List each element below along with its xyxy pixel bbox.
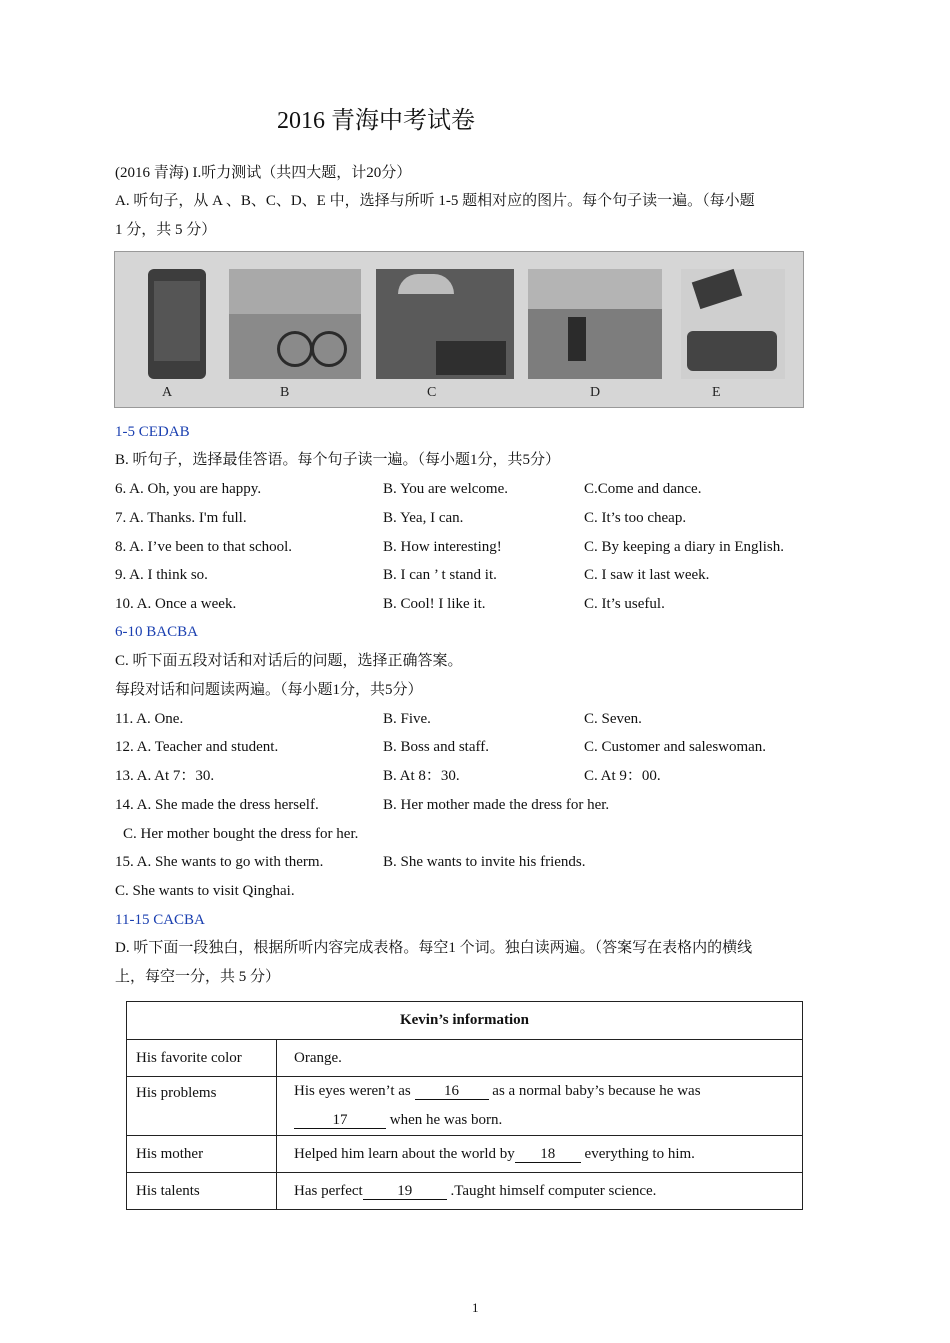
option-13a: 13. A. At 7：30. <box>115 768 215 784</box>
talents-text-2: .Taught himself computer science. <box>450 1182 657 1199</box>
option-11c: C. Seven. <box>584 711 642 727</box>
answer-11-15: 11-15 CACBA <box>115 912 205 928</box>
picture-label-b: B <box>280 385 290 400</box>
option-15b: B. She wants to invite his friends. <box>383 854 586 870</box>
part-a-instruction: A. 听句子，从 A 、B、C、D、E 中，选择与所听 1-5 题相对应的图片。每个句子读一遍。（每小题 <box>115 193 755 209</box>
mother-text-2: everything to him. <box>584 1145 695 1162</box>
option-7b: B. Yea, I can. <box>383 510 464 526</box>
option-6b: B. You are welcome. <box>383 481 508 497</box>
photographer-picture <box>528 269 662 379</box>
blank-19[interactable]: 19 <box>363 1183 447 1200</box>
blank-18[interactable]: 18 <box>515 1146 581 1163</box>
option-14b: B. Her mother made the dress for her. <box>383 797 610 813</box>
option-8c: C. By keeping a diary in English. <box>584 539 784 555</box>
option-13c: C. At 9：00. <box>584 768 661 784</box>
row-value-color: Orange. <box>277 1040 803 1077</box>
option-14a: 14. A. She made the dress herself. <box>115 797 319 813</box>
row-label-talents: His talents <box>127 1173 277 1210</box>
mother-text-1: Helped him learn about the world by <box>294 1145 515 1162</box>
option-15a: 15. A. She wants to go with therm. <box>115 854 324 870</box>
picture-label-e: E <box>712 385 721 400</box>
answer-1-5: 1-5 CEDAB <box>115 424 190 440</box>
option-15c: C. She wants to visit Qinghai. <box>115 883 295 899</box>
blank-17[interactable]: 17 <box>294 1112 386 1129</box>
blank-16[interactable]: 16 <box>415 1083 489 1100</box>
section-intro: (2016 青海) I.听力测试（共四大题，计20分） <box>115 165 412 181</box>
kevin-info-table <box>126 1001 803 1210</box>
row-label-problems: His problems <box>127 1077 277 1136</box>
row-value-problems <box>277 1077 803 1136</box>
option-9b: B. I can ’ t stand it. <box>383 567 497 583</box>
bicycle-picture <box>229 269 361 379</box>
option-9c: C. I saw it last week. <box>584 567 710 583</box>
row-value-mother <box>277 1136 803 1173</box>
umbrella-icon <box>398 274 454 294</box>
talents-text-1: Has perfect <box>294 1182 363 1199</box>
option-12a: 12. A. Teacher and student. <box>115 739 279 755</box>
option-8b: B. How interesting! <box>383 539 502 555</box>
option-11b: B. Five. <box>383 711 431 727</box>
option-14c: C. Her mother bought the dress for her. <box>123 826 359 842</box>
option-12b: B. Boss and staff. <box>383 739 489 755</box>
sign-icon <box>692 269 742 309</box>
phone-screen-icon <box>154 281 200 361</box>
option-6a: 6. A. Oh, you are happy. <box>115 481 262 497</box>
part-a-instruction-cont: 1 分，共 5 分） <box>115 222 217 238</box>
picture-label-a: A <box>162 385 173 400</box>
sky-area <box>528 269 662 309</box>
option-10b: B. Cool! I like it. <box>383 596 486 612</box>
option-10c: C. It’s useful. <box>584 596 665 612</box>
sky-area <box>229 269 361 314</box>
wheel-icon <box>277 331 313 367</box>
part-d-instruction: D. 听下面一段独白，根据所听内容完成表格。每空1 个词。独白读两遍。（答案写在表格内的横线 <box>115 940 753 956</box>
row-label-mother: His mother <box>127 1136 277 1173</box>
row-label-color: His favorite color <box>127 1040 277 1077</box>
taxi-picture <box>376 269 514 379</box>
problems-text-3: when he was born. <box>389 1112 503 1128</box>
problems-text-2: as a normal baby’s because he was <box>492 1083 701 1099</box>
option-12c: C. Customer and saleswoman. <box>584 739 767 755</box>
part-d-instruction-cont: 上，每空一分，共 5 分） <box>115 969 281 985</box>
picture-label-c: C <box>427 385 437 400</box>
option-9a: 9. A. I think so. <box>115 567 208 583</box>
option-10a: 10. A. Once a week. <box>115 596 237 612</box>
part-c-instruction: C. 听下面五段对话和对话后的问题，选择正确答案。 <box>115 653 463 669</box>
option-7c: C. It’s too cheap. <box>584 510 687 526</box>
option-11a: 11. A. One. <box>115 711 184 727</box>
person-icon <box>568 317 586 361</box>
part-c-instruction-cont: 每段对话和问题读两遍。（每小题1分，共5分） <box>115 682 423 698</box>
answer-6-10: 6-10 BACBA <box>115 624 198 640</box>
page-number: 1 <box>472 1300 479 1315</box>
page-title: 2016 青海中考试卷 <box>277 108 475 134</box>
row-value-talents <box>277 1173 803 1210</box>
part-b-instruction: B. 听句子，选择最佳答语。每个句子读一遍。（每小题1分，共5分） <box>115 452 561 468</box>
picture-strip <box>114 251 804 408</box>
option-6c: C.Come and dance. <box>584 481 702 497</box>
option-8a: 8. A. I’ve been to that school. <box>115 539 293 555</box>
wheel-icon <box>311 331 347 367</box>
table-header: Kevin’s information <box>127 1002 803 1040</box>
phone-picture <box>148 269 206 379</box>
taxi-car-icon <box>436 341 506 375</box>
option-13b: B. At 8：30. <box>383 768 460 784</box>
problems-text-1: His eyes weren’t as <box>294 1083 411 1099</box>
picture-label-d: D <box>590 385 601 400</box>
online-shopping-picture <box>681 269 785 379</box>
laptop-icon <box>687 331 777 371</box>
option-7a: 7. A. Thanks. I'm full. <box>115 510 247 526</box>
